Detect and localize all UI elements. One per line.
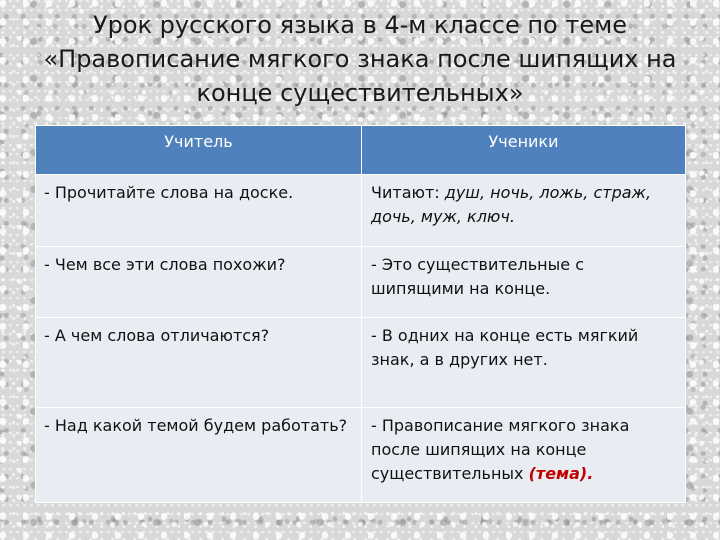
teacher-cell: - Прочитайте слова на доске. — [36, 175, 362, 247]
student-word-list: душ, ночь, ложь, страж, дочь, муж, ключ. — [371, 183, 652, 226]
student-cell: - Это существительные с шипящими на конце. — [362, 246, 686, 318]
table-header-row — [36, 126, 686, 175]
topic-marker: (тема). — [528, 464, 594, 484]
teacher-cell: - Над какой темой будем работать? — [36, 408, 362, 503]
student-cell: - В одних на конце есть мягкий знак, а в других нет. — [362, 318, 686, 408]
teacher-cell: - Чем все эти слова похожи? — [36, 246, 362, 318]
header-students: Ученики — [362, 126, 686, 175]
student-cell — [362, 408, 686, 503]
header-teacher: Учитель — [36, 126, 362, 175]
student-cell — [362, 175, 686, 247]
table-row — [36, 408, 686, 503]
lesson-dialogue-table — [35, 125, 686, 503]
student-answer: - Правописание мягкого знака после шипящих на конце существительных — [371, 416, 630, 484]
teacher-cell: - А чем слова отличаются? — [36, 318, 362, 408]
slide-title — [20, 8, 700, 110]
table-row — [36, 318, 686, 408]
student-prefix: Читают: — [371, 183, 445, 202]
title-line-2: «Правописание мягкого знака после шипящих на — [43, 45, 677, 73]
table-row — [36, 175, 686, 247]
title-line-3: конце существительных» — [196, 79, 524, 107]
table-row — [36, 246, 686, 318]
title-line-1: Урок русского языка в 4-м классе по теме — [93, 11, 627, 39]
